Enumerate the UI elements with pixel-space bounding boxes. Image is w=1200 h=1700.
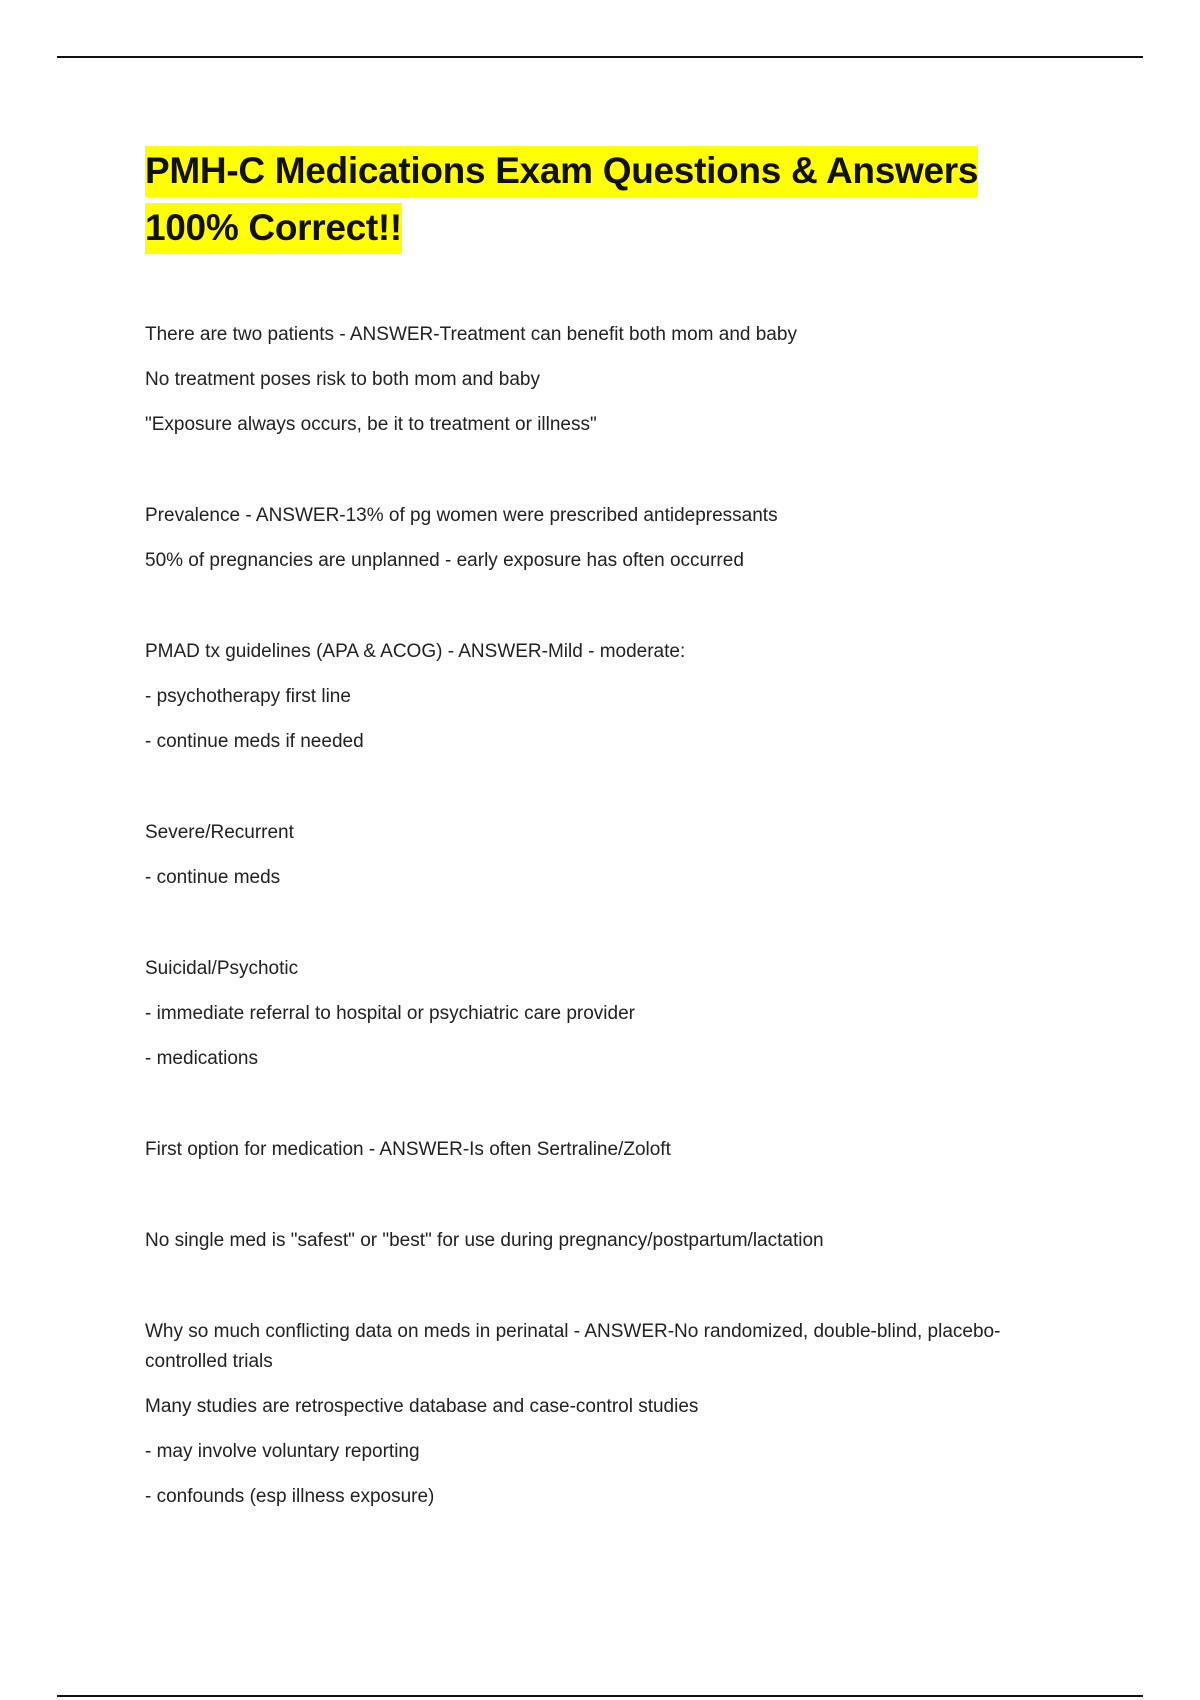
section-prevalence (145, 501, 1065, 576)
answer-line: First option for medication - ANSWER-Is often Sertraline/Zoloft (145, 1139, 671, 1160)
text-line: No single med is "safest" or "best" for use during pregnancy/postpartum/lactation (145, 1230, 824, 1251)
section-spacer (145, 591, 1065, 637)
section-two-patients (145, 320, 1065, 440)
answer-line: Prevalence - ANSWER-13% of pg women were prescribed antidepressants (145, 505, 778, 526)
text-line: - confounds (esp illness exposure) (145, 1486, 435, 1507)
text-line: - psychotherapy first line (145, 686, 351, 707)
document-body (145, 320, 1065, 1527)
title-highlight (145, 146, 978, 254)
title-line-1: PMH-C Medications Exam Questions & Answers (145, 150, 979, 191)
text-line: "Exposure always occurs, be it to treatment or illness" (145, 414, 597, 435)
text-line: - medications (145, 1048, 258, 1069)
section-pmad-guidelines (145, 637, 1065, 757)
text-line: Suicidal/Psychotic (145, 958, 299, 979)
text-line: Many studies are retrospective database and case-control studies (145, 1396, 699, 1417)
section-spacer (145, 1271, 1065, 1317)
section-suicidal-psychotic (145, 954, 1065, 1074)
section-severe-recurrent (145, 818, 1065, 893)
text-line: 50% of pregnancies are unplanned - early exposure has often occurred (145, 550, 744, 571)
text-line: - continue meds (145, 867, 281, 888)
text-line: - immediate referral to hospital or psychiatric care provider (145, 1003, 635, 1024)
text-line: Severe/Recurrent (145, 822, 294, 843)
answer-line: There are two patients - ANSWER-Treatment can benefit both mom and baby (145, 324, 797, 345)
section-first-option (145, 1135, 1065, 1165)
section-no-single-med (145, 1226, 1065, 1256)
text-line: - may involve voluntary reporting (145, 1441, 420, 1462)
answer-line: Why so much conflicting data on meds in perinatal - ANSWER-No randomized, double-blind, placebo-controlled trials (145, 1321, 1001, 1372)
section-spacer (145, 908, 1065, 954)
section-conflicting-data (145, 1317, 1065, 1512)
text-line: No treatment poses risk to both mom and baby (145, 369, 540, 390)
section-spacer (145, 1089, 1065, 1135)
section-spacer (145, 772, 1065, 818)
page-title (145, 142, 1085, 256)
top-divider (57, 56, 1143, 58)
text-line: - continue meds if needed (145, 731, 364, 752)
answer-line: PMAD tx guidelines (APA & ACOG) - ANSWER-Mild - moderate: (145, 641, 686, 662)
bottom-divider (57, 1695, 1143, 1697)
section-spacer (145, 455, 1065, 501)
section-spacer (145, 1180, 1065, 1226)
title-line-2: 100% Correct!! (145, 207, 402, 248)
